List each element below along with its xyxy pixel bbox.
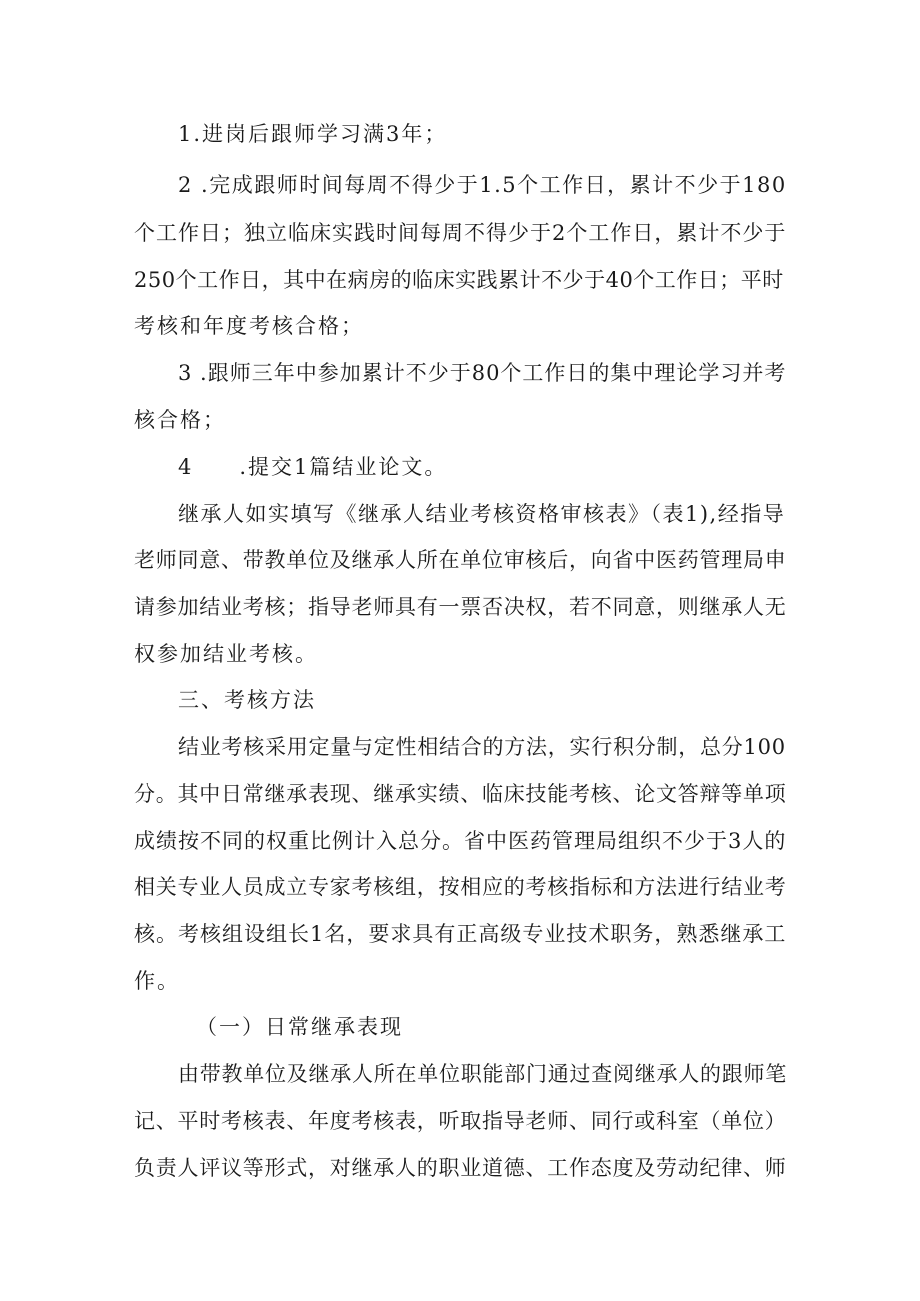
method-line-5: 核。考核组设组长1名，要求具有正高级专业技术职务，熟悉继承工: [134, 922, 787, 946]
requirement-3-line-2: 核合格；: [134, 408, 226, 432]
requirement-2-line-4: 考核和年度考核合格；: [134, 314, 364, 338]
daily-line-1: 由带教单位及继承人所在单位职能部门通过查阅继承人的跟师笔: [178, 1062, 787, 1086]
application-line-1: 继承人如实填写《继承人结业考核资格审核表》（表1),经指导: [178, 502, 786, 526]
application-line-3: 请参加结业考核；指导老师具有一票否决权，若不同意，则继承人无: [134, 595, 787, 619]
requirement-2-line-2: 个工作日；独立临床实践时间每周不得少于2个工作日，累计不少于: [134, 221, 787, 245]
requirement-4-line-1: 4 .提交1篇结业论文。: [178, 455, 448, 479]
application-line-4: 权参加结业考核。: [134, 642, 318, 666]
method-line-4: 相关专业人员成立专家考核组，按相应的考核指标和方法进行结业考: [134, 875, 787, 899]
requirement-1-line-1: 1.进岗后跟师学习满3年；: [178, 122, 448, 146]
daily-line-3: 负责人评议等形式，对继承人的职业道德、工作态度及劳动纪律、师: [134, 1156, 787, 1180]
application-line-2: 老师同意、带教单位及继承人所在单位审核后，向省中医药管理局申: [134, 548, 787, 572]
method-line-3: 成绩按不同的权重比例计入总分。省中医药管理局组织不少于3人的: [134, 829, 787, 853]
method-line-6: 作。: [134, 969, 180, 993]
section-heading: 三、考核方法: [178, 688, 316, 712]
requirement-2-line-1: 2 .完成跟师时间每周不得少于1.5个工作日，累计不少于180: [178, 173, 787, 197]
requirement-3-line-1: 3 .跟师三年中参加累计不少于80个工作日的集中理论学习并考: [178, 361, 787, 385]
subsection-heading: （一）日常继承表现: [196, 1015, 403, 1039]
daily-line-2: 记、平时考核表、年度考核表，听取指导老师、同行或科室（单位）: [134, 1109, 787, 1133]
requirement-2-line-3: 250个工作日，其中在病房的临床实践累计不少于40个工作日；平时: [134, 268, 784, 292]
method-line-2: 分。其中日常继承表现、继承实绩、临床技能考核、论文答辩等单项: [134, 782, 787, 806]
method-line-1: 结业考核采用定量与定性相结合的方法，实行积分制，总分100: [178, 735, 786, 759]
